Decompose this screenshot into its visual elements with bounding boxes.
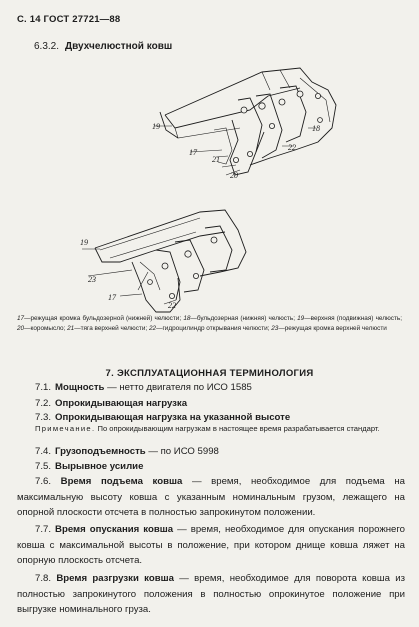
paragraph-7-8: 7.8. Время разгрузки ковша — время, необходимое для поворота ковша из полностью запрокинутого положения в полностью опрокинутое положение при выгрузке номинального груза. (17, 573, 406, 616)
fig-label: 17 (108, 293, 116, 302)
fig-label: 20 (230, 171, 238, 180)
fig-label: 22 (168, 301, 176, 310)
section-number: 6.3.2. (34, 41, 60, 52)
paragraph-7-7: 7.7. Время опускания ковша — время, необходимое для опускания порожнего ковша с максимальной высоты в положение, при котором днище ковша ляжет на опорную плоскость отсчета. (17, 524, 405, 567)
paragraph-7-6: 7.6. Время подъема ковша — время, необходимое для подъема на максимальную высоту ковша с указанным номинальным грузом, лежащего на опорной плоскости отсчета в полностью запрокинутом положении. (17, 476, 405, 519)
top-bucket-drawing (152, 68, 336, 180)
term-7-3: 7.3. Опрокидывающая нагрузка на указанной высоте (35, 412, 291, 423)
fig-label: 18 (312, 124, 320, 133)
chapter-title: 7. ЭКСПЛУАТАЦИОННАЯ ТЕРМИНОЛОГИЯ (105, 368, 314, 379)
term-7-1: 7.1. Мощность — нетто двигателя по ИСО 1585 (35, 382, 252, 393)
fig-label: 22 (288, 143, 296, 152)
term-7-2: 7.2. Опрокидывающая нагрузка (35, 398, 188, 409)
page-header: С. 14 ГОСТ 27721—88 (17, 14, 121, 25)
section-title: Двухчелюстной ковш (65, 41, 173, 52)
note-text: По опрокидывающим нагрузкам в настоящее время разрабатывается стандарт. (95, 424, 380, 433)
fig-label: 19 (80, 238, 88, 247)
fig-label: 21 (212, 155, 220, 164)
term-7-5: 7.5. Вырывное усилие (35, 461, 144, 472)
figure-caption: 17—режущая кромка бульдозерной (нижней) челюсти; 18—бульдозерная (нижняя) челюсть; 19—верхняя (подвижная) челюсть; 20—коромысло; 21—тяга верхней челюсти; 22—гидроцилиндр открывания челюсти; 23—режущая кромка верхней челюсти (17, 315, 402, 332)
fig-label: 19 (152, 122, 160, 131)
fig-label: 17 (189, 148, 197, 157)
fig-label: 23 (88, 275, 96, 284)
note-label: Примечание. (35, 424, 96, 433)
bottom-bucket-drawing (80, 210, 246, 312)
note (17, 423, 405, 435)
term-7-4: 7.4. Грузоподъемность — по ИСО 5998 (35, 446, 219, 457)
